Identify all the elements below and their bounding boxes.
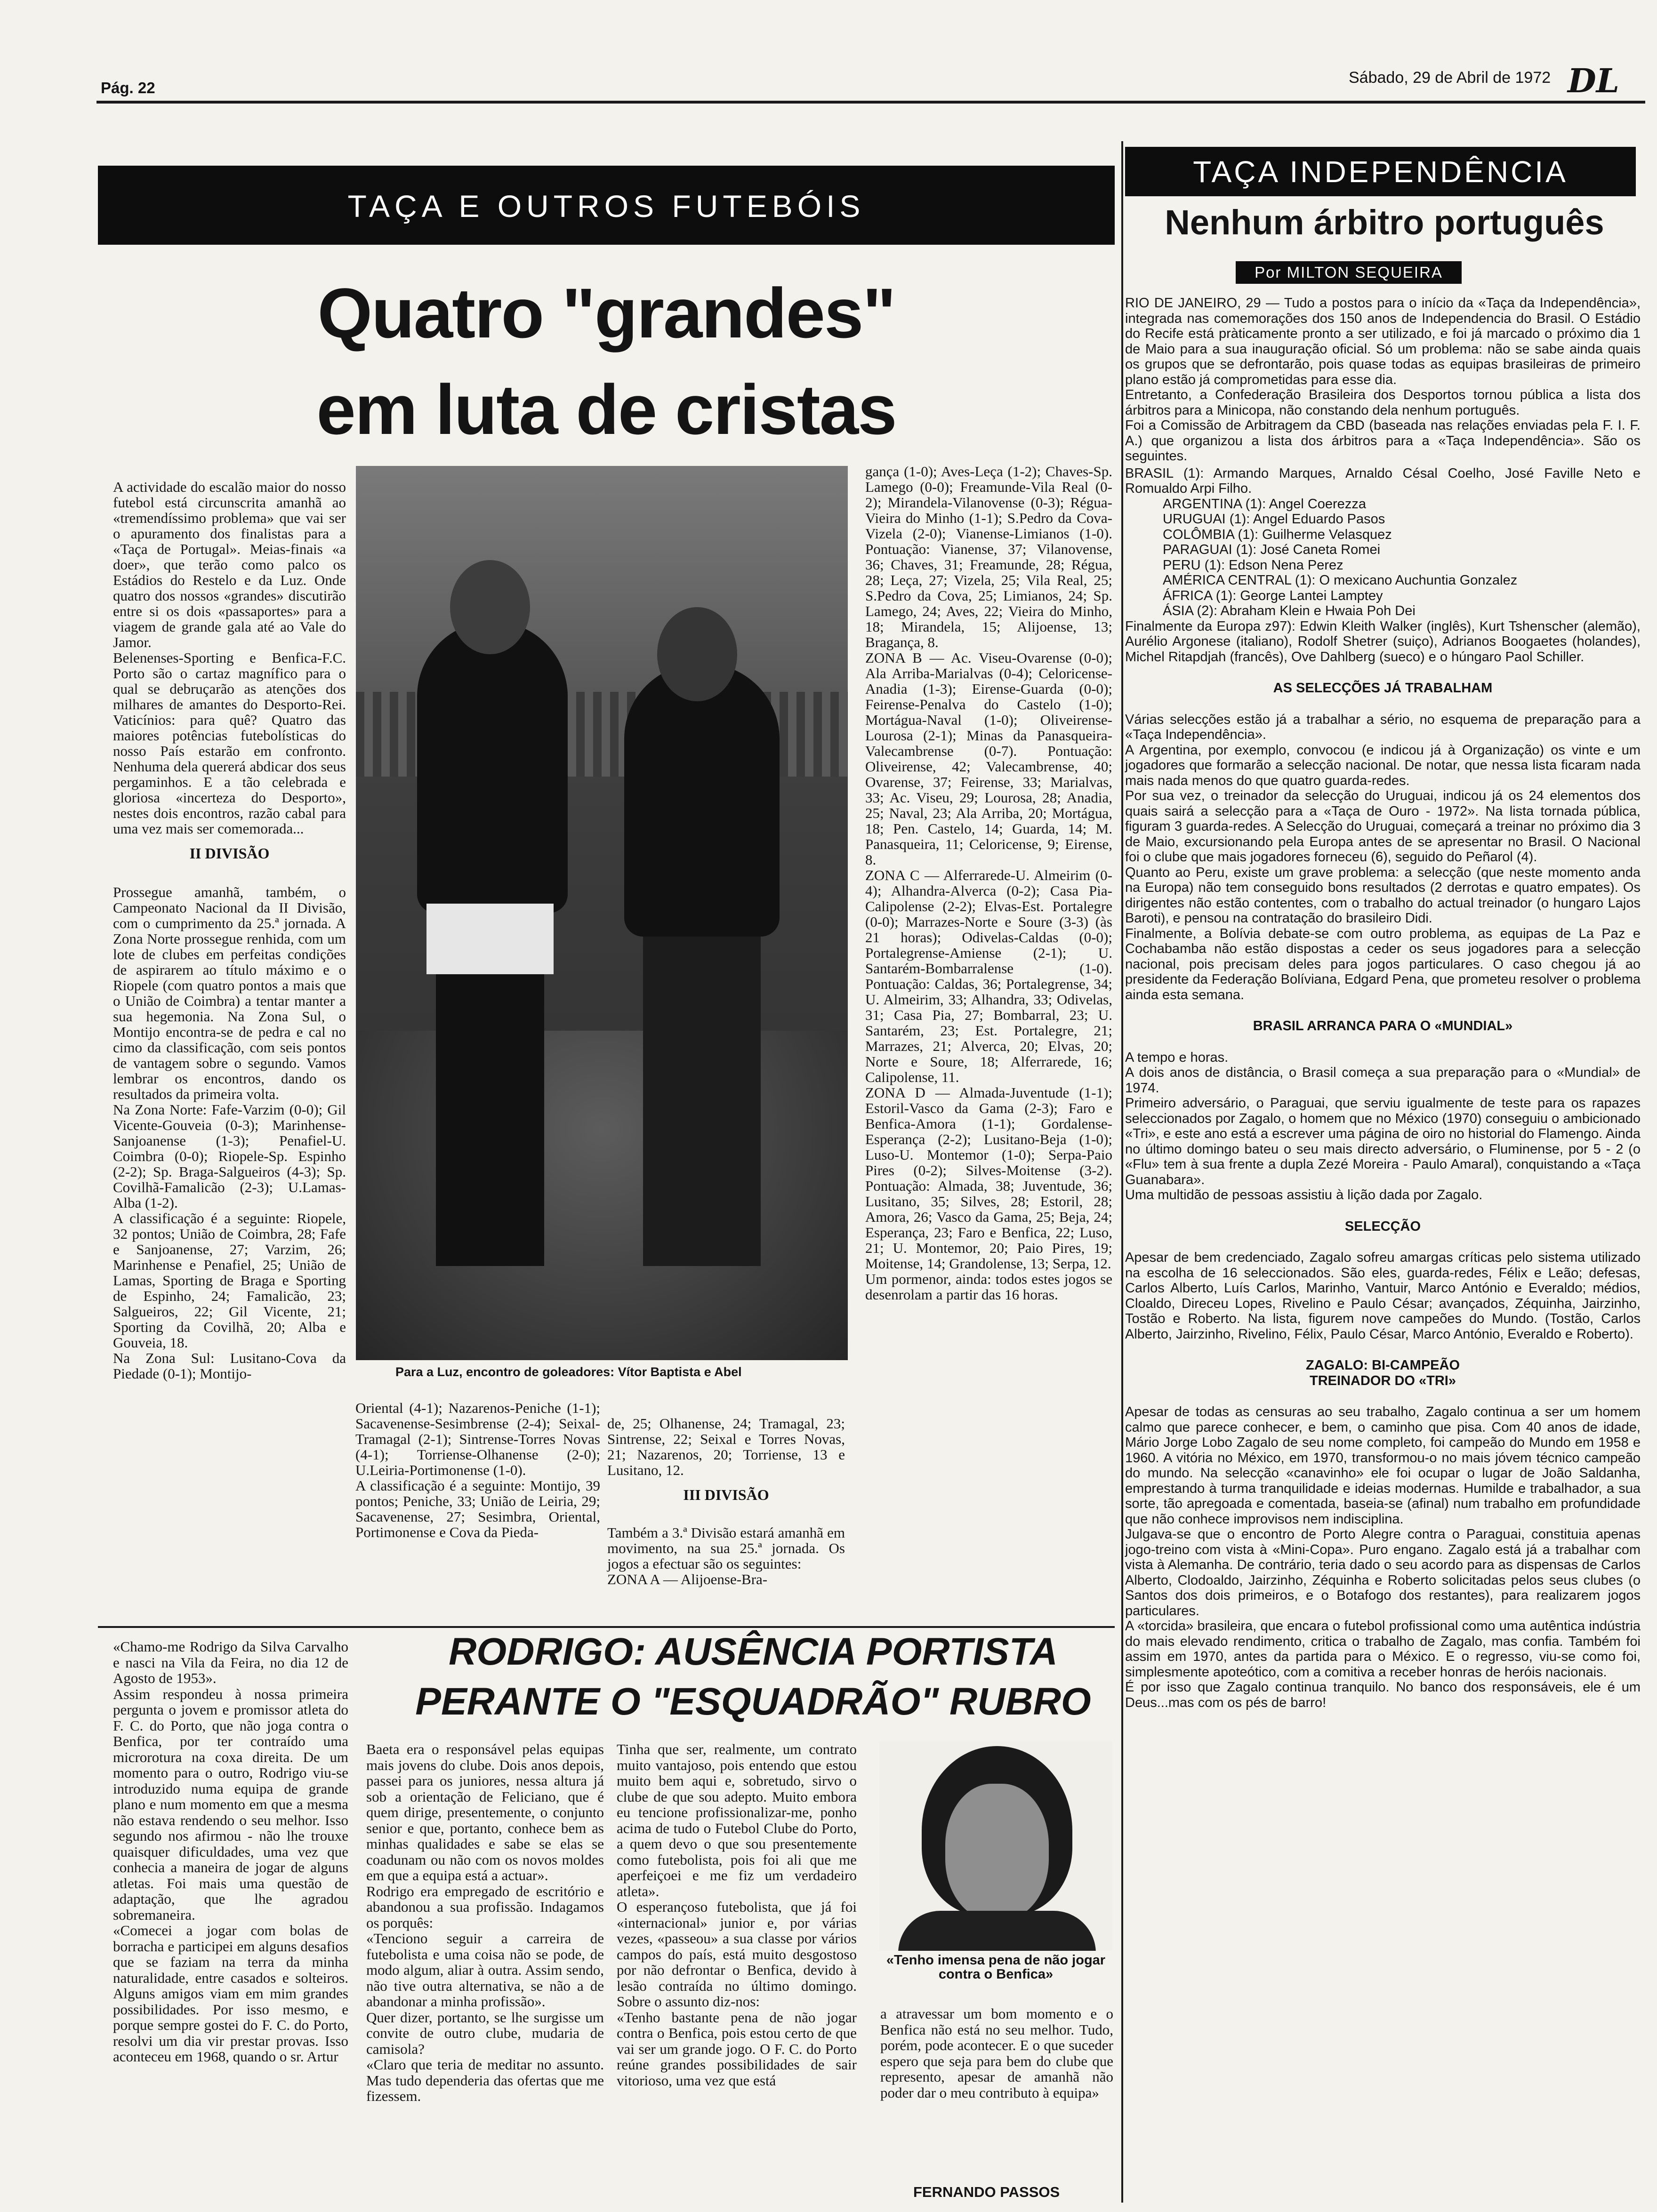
article-col-3-body-2: Também a 3.ª Divisão estará amanhã em movimento, na sua 25.ª jornada. Os jogos a efectuar são os seguintes: ZONA A — Alijoense-Bra- — [607, 1524, 845, 1587]
body-selecoes: Várias selecções estão já a trabalhar a sério, no esquema de preparação para a «Taça Independência». A Argentina, por exemplo, convocou (e indicou já à Organização) os vinte e um jogadores que formarão a selecção nacional. De notar, que nessa lista ficaram nada mais nada menos do que quatro guarda-redes. Por sua vez, o treinador da selecção do Uruguai, indicou já os 24 elementos dos quais sairá a selecção para a «Taça de Ouro - 1972». Na lista tornada pública, figuram 3 guarda-redes. A Selecção do Uruguai, começará a treinar no próximo dia 3 de Maio, excursionando pela Europa antes de se apresentar no Brasil. O Nacional foi o clube que mais jogadores forneceu (6), seguido do Peñarol (4). Quanto ao Peru, existe um grave problema: a selecção (que neste momento anda na Europa) não tem conseguido bons resultados (2 derrotas e quatro empates). Os dirigentes não estão contentes, com o trabalho do actual treinador (o hungaro Lajos Baroti), e pensou na contratação do brasileiro Didi. Finalmente, a Bolívia debate-se com outro problema, as equipas de La Paz e Cochabamba não estão dispostas a ceder os seus jogadores para a selecção nacional, pois precisam deles para jogos particulares. O caso chegou já ao presidente da Federação Bolíviana, Edgard Pena, que prometeu resolver o problema ainda esta semana. — [1125, 712, 1641, 1002]
byline-text: Por MILTON SEQUEIRA — [1255, 264, 1443, 281]
article-col-3-body: de, 25; Olhanense, 24; Tramagal, 23; Sintrense, 22; Seixal e Torres Novas, 21; Nazarenos, 20; Torriense, 13 e Lusitano, 12. — [607, 1415, 845, 1478]
player-left-legs — [436, 974, 544, 1266]
right-headline: Nenhum árbitro português — [1165, 203, 1604, 242]
body-zagalo: Apesar de todas as censuras ao seu trabalho, Zagalo continua a ser um homem calmo que parece conhecer, e bem, o caminho que pisa. Com 40 anos de idade, Mário Jorge Lobo Zagalo de seu nome completo, foi campeão do Mundo em 1958 e 1960. A vitória no México, em 1970, transformou-o no mais jóvem técnico campeão do mundo. Na selecção «canavinho» ele foi ocupar o lugar de João Saldanha, emprestando à turma tranquilidade e ideias modernas. Humilde e trabalhador, a sua sorte, tão apregoada e comentada, baseia-se (afinal) num trabalho em profundidade que não conhece improvisos nem indisciplina. Julgava-se que o encontro de Porto Alegre contra o Paraguai, constituia apenas jogo-treino com vista à «Mini-Copa». Puro engano. Zagalo está já a trabalhar com vista à Alemanha. De contrário, teria dado o seu acordo para as dispensas de Carlos Alberto, Clodoaldo, Jairzinho, Zéquinha e Roberto solicitadas pelos seus clubes (o Santos dos dois primeiros, e o Botafogo dos restantes), para realizarem jogos particulares. A «torcida» brasileira, que encara o futebol profissional como uma autêntica indústria do mais elevado rendimento, critica o trabalho de Zagalo, mas confia. Também foi assim em 1970, antes da partida para o México. E o regresso, viu-se como foi, simplesmente apoteótico, com a comitiva a receber honras de heróis nacionais. É por isso que Zagalo continua tranquilo. No banco dos responsáveis, ele é um Deus...mas com os pés de barro! — [1125, 1404, 1641, 1710]
rodrigo-col-2: Baeta era o responsável pelas equipas mais jovens do clube. Dois anos depois, passei para os juniores, nessa altura já sob a orientação de Feliciano, que é quem dirige, presentemente, o conjunto senior e que, portanto, conhece bem as minhas qualidades e sabe se elas se coadunam ou não com os novos moldes em que a equipa está a actuar». Rodrigo era empregado de escritório e abandonou a sua profissão. Indagamos os porquês: «Tenciono seguir a carreira de futebolista e uma coisa não se pode, de modo algum, aliar à outra. Assim sendo, não tive outra alternativa, se não a de abandonar a minha profissão». Quer dizer, portanto, se lhe surgisse um convite de outro clube, mudaria de camisola? «Claro que teria de meditar no assunto. Mas tudo dependeria das ofertas que me fizessem. — [366, 1741, 604, 2104]
vertical-column-rule — [1121, 141, 1123, 2203]
referee-brasil: BRASIL (1): Armando Marques, Arnaldo Césal Coelho, José Faville Neto e Romualdo Arpi Filho. — [1125, 465, 1641, 496]
article-col-1-body-2: Prossegue amanhã, também, o Campeonato Nacional da II Divisão, com o cumprimento da 25.ª jornada. A Zona Norte prossegue renhida, com um lote de clubes em perfeitas condições de aspirarem ao título máximo e o Riopele (com quatro pontos a mais que o União de Coimbra) a tentar manter a sua hegemonia. Na Zona Sul, o Montijo encontra-se de pedra e cal no cimo da classificação, com seis pontos de vantagem sobre o segundo. Vamos lembrar os encontros, dando os resultados da primeira volta. Na Zona Norte: Fafe-Varzim (0-0); Gil Vicente-Gouveia (0-3); Marinhense-Sanjoanense (1-3); Penafiel-U. Coimbra (0-0); Riopele-Sp. Espinho (2-2); Sp. Braga-Salgueiros (4-3); Sp. Covilhã-Famalicão (2-3); U.Lamas-Alba (1-2). A classificação é a seguinte: Riopele, 32 pontos; União de Coimbra, 28; Fafe e Sanjoanense, 27; Varzim, 26; Marinhense e Penafiel, 25; União de Lamas, Sporting de Braga e Sporting de Espinho, 24; Famalicão, 23; Salgueiros, 22; Gil Vicente, 21; Sporting da Covilhã, 20; Alba e Gouveia, 18. Na Zona Sul: Lusitano-Cova da Piedade (0-1); Montijo- — [113, 884, 346, 1382]
referee-africa: ÁFRICA (1): George Lantei Lamptey — [1163, 588, 1383, 603]
right-article — [1125, 296, 1641, 1710]
referee-argentina: ARGENTINA (1): Angel Coerezza — [1163, 496, 1366, 512]
rodrigo-col-3: Tinha que ser, realmente, um contrato muito vantajoso, pois entendo que estou muito bem aqui e, sobretudo, sirvo o clube de que sou adepto. Muito embora eu tencione profissionalizar-me, ponho acima de tudo o Futebol Clube do Porto, a quem devo o que sou presentemente como futebolista, pois foi ali que me aperfeiçoei e me fiz um verdadeiro atleta». O esperançoso futebolista, que já foi «internacional» junior e, por várias vezes, «passeou» a sua classe por vários campos do país, está muito desgostoso por não defrontar o Benfica, devido à lesão contraída no último domingo. Sobre o assunto diz-nos: «Tenho bastante pena de não jogar contra o Benfica, pois estou certo de que vai ser um grande jogo. O F. C. do Porto reúne grandes possibilidades de sair vitorioso, uma vez que está — [617, 1741, 857, 2089]
photo-rodrigo-portrait — [879, 1741, 1112, 1951]
page-number: Pág. 22 — [101, 79, 155, 96]
rodrigo-col-4: a atravessar um bom momento e o Benfica não está no seu melhor. Tudo, porém, pode acontecer. E o que suceder espero que seja para bem do clube que represento, apesar de amanhã não poder dar o meu contributo à equipa» — [880, 2005, 1113, 2101]
body-selecao: Apesar de bem credenciado, Zagalo sofreu amargas críticas pelo sistema utilizado na escolha de 16 seleccionados. São eles, guarda-redes, Félix e Leão; defesas, Carlos Alberto, Luís Carlos, Marinho, Vantuir, Marco António e Everaldo; médios, Cloaldo, Direceu Lopes, Rivelino e Paulo César; avançados, Zéquinha, Jairzinho, Tostão e Roberto. Na lista, figurem nove campeões do Mundo. (Tostão, Carlos Alberto, Jairzinho, Rivelino, Félix, Paulo César, Marco António, Everaldo e Roberto). — [1125, 1250, 1641, 1342]
player-left-figure — [417, 621, 568, 913]
referee-colombia: COLÔMBIA (1): Guilherme Velasquez — [1163, 527, 1392, 542]
subhead-brasil-mundial: BRASIL ARRANCA PARA O «MUNDIAL» — [1253, 1018, 1513, 1034]
subhead-iii-divisao: III DIVISÃO — [683, 1486, 769, 1503]
photo-ground — [356, 1031, 848, 1360]
section-banner-label: TAÇA E OUTROS FUTEBÓIS — [347, 189, 865, 224]
author-signature: FERNANDO PASSOS — [913, 2184, 1060, 2200]
body-brasil-mundial: A tempo e horas. A dois anos de distância, o Brasil começa a sua preparação para o «Mundial» de 1974. Primeiro adversário, o Paraguai, que serviu igualmente de teste para os rapazes seleccionados por Zagalo, o homem que no México (1970) conseguiu o ambicionado «Tri», e este ano está a escrever uma página de oiro no historial do Flamengo. Ainda no último domingo bateu o seu mais directo adversário, o Fluminense, por 5 - 2 (o «Flu» tem à sua frente a dupla Zezé Moreira - Paulo Amaral), conquistando a «Taça Guanabara». Uma multidão de pessoas assistiu à lição dada por Zagalo. — [1125, 1050, 1641, 1202]
subhead-selecao: SELECÇÃO — [1344, 1218, 1421, 1234]
headline-line-1: Quatro "grandes" — [317, 273, 895, 353]
player-left-shorts — [426, 904, 554, 974]
photo-players-luz — [356, 466, 848, 1360]
player-right-head — [657, 607, 737, 701]
rodrigo-col-1: «Chamo-me Rodrigo da Silva Carvalho e nasci na Vila da Feira, no dia 12 de Agosto de 1953». Assim respondeu à nossa primeira pergunta o jovem e promissor atleta do F. C. do Porto, que não joga contra o Benfica, por ter contraído uma microrotura na coxa direita. De um momento para o outro, Rodrigo viu-se introduzido numa equipa de grande plano e num momento em que a mesma não estava rendendo o seu melhor. Isso segundo nos afirmou - não lhe trouxe quaisquer dificuldades, uma vez que conhecia a maneira de jogar de alguns atletas. Foi mais uma questão de adaptação, que lhe agradou sobremaneira. «Comecei a jogar com bolas de borracha e participei em alguns desafios que se faziam na terra da minha naturalidade, entre casados e solteiros. Alguns amigos viam em mim grandes possibilidades. Por isso mesmo, e porque sempre gostei do F. C. do Porto, resolvi um dia vir prestar provas. Isso aconteceu em 1968, quando o sr. Artur — [113, 1638, 348, 2065]
portrait-shoulders — [898, 1911, 1096, 1951]
referee-peru: PERU (1): Edson Nena Perez — [1163, 557, 1343, 573]
portrait-face — [945, 1784, 1049, 1920]
subhead-selecoes: AS SELECÇÕES JÁ TRABALHAM — [1273, 681, 1493, 696]
photo-caption-rodrigo: «Tenho imensa pena de não jogar contra o Benfica» — [886, 1953, 1106, 1982]
header-date: Sábado, 29 de Abril de 1972 — [1349, 69, 1551, 87]
article-col-2: Oriental (4-1); Nazarenos-Peniche (1-1); Sacavenense-Sesimbrense (2-4); Seixal-Tramagal (2-1); Sintrense-Torres Novas (4-1); Torriense-Olhanense (2-0); U.Leiria-Portimonense (1-0). A classificação é a seguinte: Montijo, 39 pontos; Peniche, 33; União de Leiria, 29; Sacavenense, 27; Sesimbra, Oriental, Portimonense e Cova da Pieda- — [355, 1400, 600, 1540]
subhead-zagalo-1: ZAGALO: BI-CAMPEÃO — [1305, 1358, 1460, 1373]
taca-independencia-label: TAÇA INDEPENDÊNCIA — [1193, 155, 1568, 189]
headline-line-2: em luta de cristas — [316, 370, 896, 449]
player-right-figure — [624, 664, 780, 937]
bottom-story-top-rule — [98, 1626, 1115, 1628]
referee-europa: Finalmente da Europa z97): Edwin Kleith Walker (inglês), Kurt Tshenscher (alemão), Aurélio Argonese (italiano), Rodolf Shetrer (suiço), Adrianos Boogaetes (holandes), Michel Ritapdjah (francês), Ove Dahlberg (sueco) e o húngaro Paol Schiller. — [1125, 618, 1641, 665]
section-banner-taca — [98, 166, 1115, 245]
header-rule — [97, 101, 1645, 104]
subhead-zagalo-2: TREINADOR DO «TRI» — [1310, 1373, 1456, 1388]
player-left-head — [450, 560, 530, 654]
rodrigo-headline-2: PERANTE O "ESQUADRÃO" RUBRO — [415, 1680, 1091, 1723]
referee-asia: ÁSIA (2): Abraham Klein e Hwaia Poh Dei — [1163, 603, 1416, 618]
article-col-4: gança (1-0); Aves-Leça (1-2); Chaves-Sp. Lamego (0-0); Freamunde-Vila Real (0-2); Mirandela-Vilanovense (0-3); Régua-Vieira do Minho (1-1); S.Pedro da Cova-Vizela (2-0); Vianense-Limianos (1-0). Pontuação: Vianense, 37; Vilanovense, 36; Chaves, 31; Freamunde, 28; Régua, 28; Leça, 27; Vizela, 25; Vila Real, 25; S.Pedro da Cova, 25; Limianos, 24; Sp. Lamego, 24; Aves, 22; Vieira do Minho, 18; Mirandela, 15; Alijoense, 13; Bragança, 8. ZONA B — Ac. Viseu-Ovarense (0-0); Ala Arriba-Marialvas (0-4); Celoricense-Anadia (1-3); Eirense-Guarda (0-0); Feirense-Penalva do Castelo (1-0); Mortágua-Naval (1-0); Oliveirense-Lourosa (2-1); Minas da Panasqueira-Valecambrense (0-7). Pontuação: Oliveirense, 42; Valecambrense, 40; Ovarense, 37; Feirense, 33; Marialvas, 33; Ac. Viseu, 29; Lourosa, 28; Anadia, 25; Naval, 23; Ala Arriba, 20; Mortágua, 18; Pen. Castelo, 14; Guarda, 14; M. Panasqueira, 11; Celoricense, 9; Eirense, 8. ZONA C — Alferrarede-U. Almeirim (0-4); Alhandra-Alverca (0-2); Casa Pia-Calipolense (2-2); Elvas-Est. Portalegre (0-0); Marrazes-Norte e Soure (3-3) (às 21 horas); Odivelas-Caldas (0-0); Portalegrense-Amiense (2-1); U. Santarém-Bombarralense (1-0). Pontuação: Caldas, 36; Portalegrense, 34; U. Almeirim, 33; Alhandra, 33; Odivelas, 31; Casa Pia, 27; Bombarral, 23; U. Santarém, 23; Est. Portalegre, 21; Marrazes, 21; Alverca, 20; Elvas, 20; Norte e Soure, 18; Alferrarede, 16; Calipolense, 11. ZONA D — Almada-Juventude (1-1); Estoril-Vasco da Gama (2-3); Faro e Benfica-Amora (1-1); Gordalense-Esperança (2-2); Lusitano-Beja (1-0); Luso-U. Montemor (1-0); Serpa-Paio Pires (0-2); Silves-Moitense (3-2). Pontuação: Almada, 38; Juventude, 36; Lusitano, 35; Silves, 28; Estoril, 28; Amora, 26; Vasco da Gama, 25; Beja, 24; Esperança, 23; Faro e Benfica, 22; Luso, 21; U. Montemor, 20; Paio Pires, 19; Moitense, 14; Grandolense, 13; Serpa, 12. Um pormenor, ainda: todos estes jogos se desenrolam a partir das 16 horas. — [865, 463, 1112, 1303]
right-intro: RIO DE JANEIRO, 29 — Tudo a postos para o início da «Taça da Independência», integrada nas comemorações dos 150 anos de Independencia do Brasil. O Estádio do Recife está pràticamente pronto a ser utilizado, e foi já marcado o próximo dia 1 de Maio para a sua inauguração oficial. Só um problema: não se sabe ainda quais os grupos que se defrontarão, pois quase todas as equipas brasileiras de primeiro plano estão já comprometidas para esse dia. Entretanto, a Confederação Brasileira dos Desportos tornou pública a lista dos árbitros para a Minicopa, não constando dela nenhum português. Foi a Comissão de Arbitragem da CBD (baseada nas relações enviadas pela F. I. F. A.) que organizou a lista dos árbitros para a «Taça Independência». São os seguintes. — [1125, 296, 1641, 464]
article-col-3 — [607, 1400, 845, 1587]
subhead-ii-divisao: II DIVISÃO — [189, 845, 270, 862]
article-col-1-body: A actividade do escalão maior do nosso futebol está circunscrita amanhã ao «tremendíssimo problema» que vai ser o apuramento dos finalistas para a «Taça de Portugal». Meias-finais «a doer», que terão como palco os Estádios do Restelo e da Luz. Onde quatro dos nossos «grandes» discutirão entre si os dois «passaportes» para a viagem de grande gala até ao Vale do Jamor. Belenenses-Sporting e Benfica-F.C. Porto são o cartaz magnífico para o qual se debruçarão as atenções dos milhares de amantes do Desporto-Rei. Vaticínios: para quê? Quatro das maiores potências futebolísticas do nosso País estarão em confronto. Nenhuma dela quererá abdicar dos seus pergaminhos. E a tão celebrada e gloriosa «incerteza do Desporto», nestes dois encontros, razão cabal para uma vez mais ser comemorada... — [113, 479, 346, 837]
byline-box — [1236, 261, 1462, 284]
article-col-1 — [113, 464, 346, 1381]
rodrigo-headline-1: RODRIGO: AUSÊNCIA PORTISTA — [449, 1630, 1058, 1673]
referee-list — [1125, 466, 1641, 665]
taca-independencia-banner — [1125, 147, 1636, 196]
newspaper-logo: DL — [1568, 61, 1619, 100]
referee-paraguai: PARAGUAI (1): José Caneta Romei — [1163, 542, 1381, 557]
referee-uruguai: URUGUAI (1): Angel Eduardo Pasos — [1163, 512, 1385, 527]
player-right-legs — [643, 937, 761, 1266]
referee-america-central: AMÉRICA CENTRAL (1): O mexicano Auchuntia Gonzalez — [1163, 573, 1518, 588]
photo-caption-goleadores: Para a Luz, encontro de goleadores: Vítor Baptista e Abel — [395, 1365, 742, 1379]
